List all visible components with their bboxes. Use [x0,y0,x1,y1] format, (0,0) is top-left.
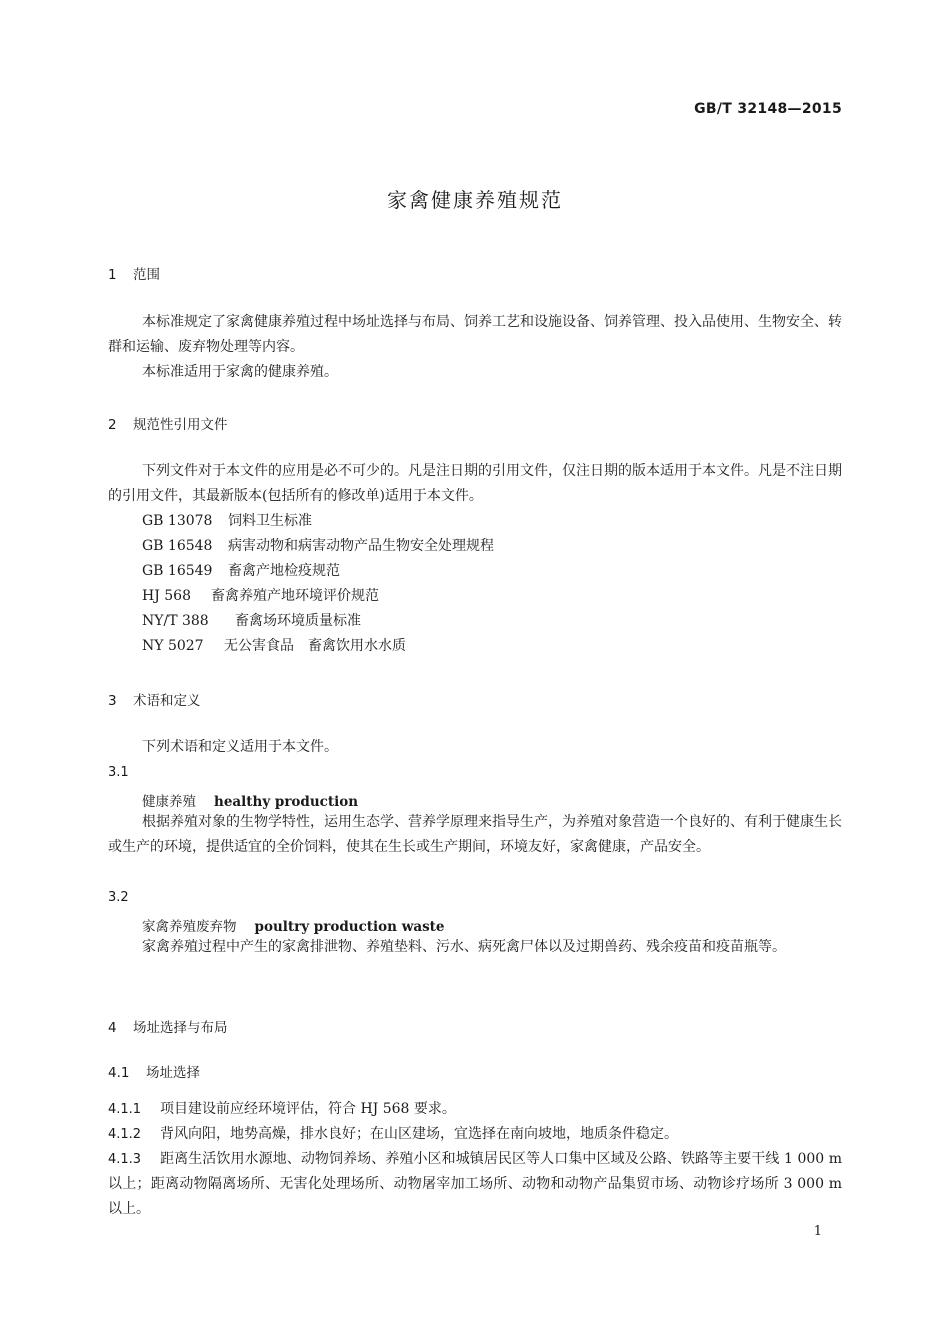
term-en: healthy production [214,794,359,810]
term-zh: 健康养殖 [142,794,196,810]
reference-code: GB 13078 [142,513,213,529]
term-heading [142,915,445,935]
subsection-number: 4.1 [108,1065,130,1081]
document-title: 家禽健康养殖规范 [387,188,563,212]
page-number: 1 [813,1224,822,1239]
reference-item [142,510,312,530]
term-definition: 家禽养殖过程中产生的家禽排泄物、养殖垫料、污水、病死禽尸体以及过期兽药、残余疫苗和疫苗瓶等。 [142,939,786,955]
section-heading-terms [108,689,201,709]
term-en: poultry production waste [254,919,445,935]
reference-title: 饲料卫生标准 [228,513,312,529]
reference-title: 畜禽场环境质量标准 [235,613,361,629]
section-heading-site-selection [108,1016,228,1036]
reference-item [142,610,361,630]
term-heading [142,790,358,810]
term-zh: 家禽养殖废弃物 [142,919,237,935]
clause-text: 项目建设前应经环境评估，符合 HJ 568 要求。 [160,1101,456,1117]
reference-code: NY/T 388 [142,613,209,629]
clause [108,1122,842,1147]
paragraph: 本标准适用于家禽的健康养殖。 [142,364,338,380]
section-number: 2 [108,417,117,433]
subsection-heading [108,1061,200,1081]
reference-item [142,585,379,605]
term-number: 3.2 [108,890,129,905]
paragraph: 下列术语和定义适用于本文件。 [142,739,338,755]
section-title: 场址选择与布局 [133,1020,228,1036]
clause-number: 4.1.3 [108,1152,142,1167]
reference-title: 病害动物和病害动物产品生物安全处理规程 [228,538,494,554]
section-title: 规范性引用文件 [133,417,228,433]
reference-code: HJ 568 [142,588,191,604]
reference-title: 畜禽产地检疫规范 [228,563,340,579]
paragraph: 下列文件对于本文件的应用是必不可少的。凡是注日期的引用文件，仅注日期的版本适用于本文件。凡是不注日期的引用文件，其最新版本(包括所有的修改单)适用于本文件。 [108,463,842,504]
subsection-title: 场址选择 [146,1065,200,1081]
clause-text: 距离生活饮用水源地、动物饲养场、养殖小区和城镇居民区等人口集中区域及公路、铁路等主要干线 1 000 m 以上；距离动物隔离场所、无害化处理场所、动物屠宰加工场所、动物和动物产品集贸市场、动物诊疗场所 3 000 m 以上。 [108,1151,842,1217]
reference-code: NY 5027 [142,638,204,654]
reference-title: 畜禽养殖产地环境评价规范 [211,588,379,604]
paragraph: 本标准规定了家禽健康养殖过程中场址选择与布局、饲养工艺和设施设备、饲养管理、投入品使用、生物安全、转群和运输、废弃物处理等内容。 [108,314,842,355]
section-title: 范围 [133,267,160,283]
reference-item [142,560,340,580]
section-title: 术语和定义 [133,693,201,709]
clause-number: 4.1.2 [108,1127,142,1142]
clause-text: 背风向阳，地势高燥，排水良好；在山区建场，宜选择在南向坡地，地质条件稳定。 [160,1126,678,1142]
section-number: 4 [108,1020,117,1036]
term-number: 3.1 [108,765,129,780]
term-definition: 根据养殖对象的生物学特性，运用生态学、营养学原理来指导生产，为养殖对象营造一个良好的、有利于健康生长或生产的环境，提供适宜的全价饲料，使其在生长或生产期间，环境友好，家禽健康，产品安全。 [108,814,842,855]
clause [108,1147,842,1222]
section-heading-normative-references [108,413,228,433]
reference-title: 无公害食品 畜禽饮用水水质 [224,638,406,654]
reference-item [142,635,406,655]
standard-number: GB/T 32148—2015 [694,101,842,117]
section-heading-scope [108,263,160,283]
reference-code: GB 16548 [142,538,213,554]
clause-number: 4.1.1 [108,1102,142,1117]
reference-item [142,535,494,555]
clause [108,1097,842,1122]
section-number: 1 [108,267,117,283]
reference-code: GB 16549 [142,563,213,579]
section-number: 3 [108,693,117,709]
